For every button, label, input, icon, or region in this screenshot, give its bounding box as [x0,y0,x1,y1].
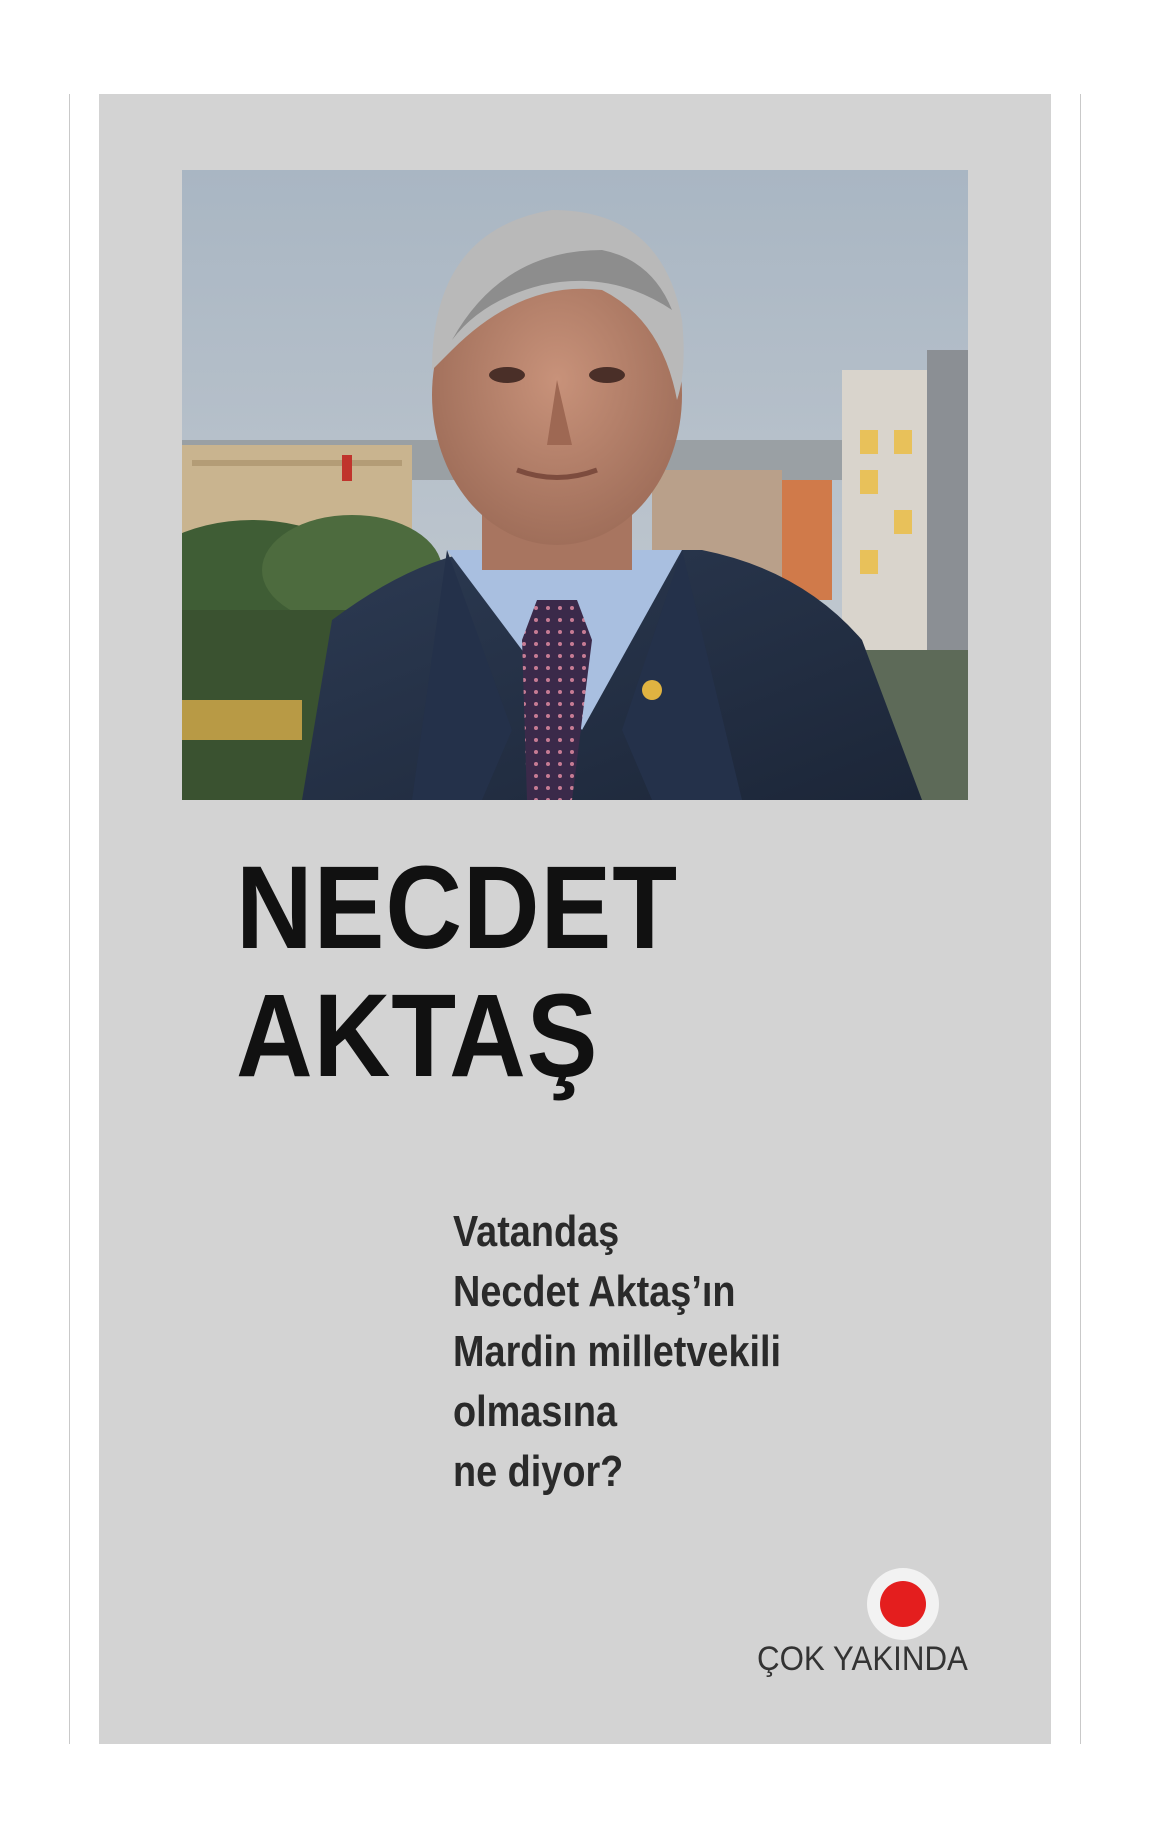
red-dot-fill [880,1581,926,1627]
portrait-photo-icon [182,170,968,800]
question-line: olmasına [453,1387,618,1436]
question-line: Vatandaş [453,1207,620,1256]
red-dot-icon [867,1568,939,1640]
left-page-rule [69,94,70,1744]
question-line: Mardin milletvekili [453,1327,782,1376]
name-first: NECDET [236,842,679,974]
question-line: Necdet Aktaş’ın [453,1267,736,1316]
question-line: ne diyor? [453,1447,624,1496]
coming-soon-label: ÇOK YAKINDA [757,1640,968,1678]
question-text [453,1202,781,1502]
name-last: AKTAŞ [236,970,599,1102]
right-page-rule [1080,94,1081,1744]
candidate-name [236,844,678,1100]
poster [99,94,1051,1744]
